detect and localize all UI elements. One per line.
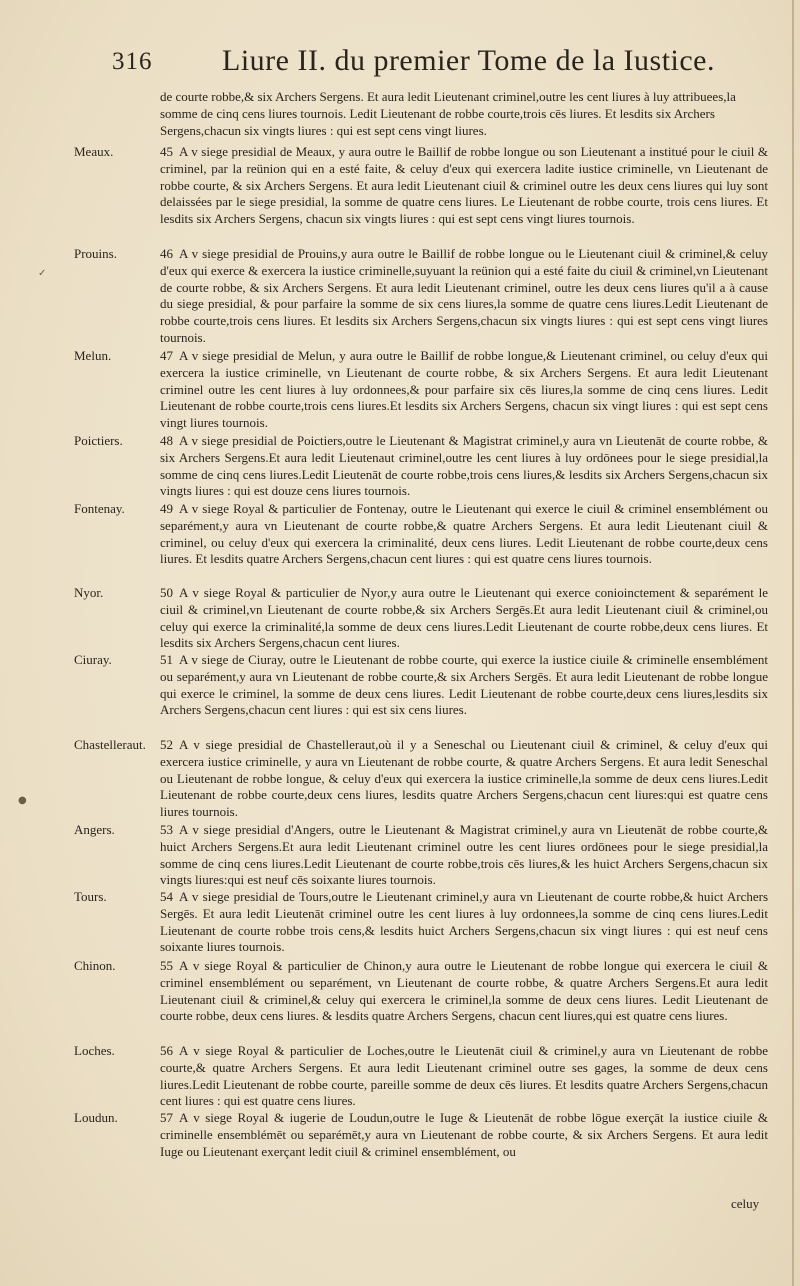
entry-text <box>160 822 768 889</box>
margin-note: Melun. <box>74 348 112 363</box>
entry-body: A v siege presidial de Tours,outre le Lieutenant criminel,y aura vn Lieutenant de courte robbe,& huict Archers Sergēs. Et aura ledit Lieutenāt criminel outre les cent liures à luy ordonnees,la somme de cinq cens liures.Ledit Lieutenant de courte robbe trois cens,& lesdits huict Archers Sergens,chacun six vingt liures : qui est neuf cens soixante liures tournois. <box>160 889 768 955</box>
page-number: 316 <box>112 48 153 75</box>
entry-body: A v siege de Ciuray, outre le Lieutenant de robbe courte, qui exerce la iustice ciuile & criminelle ensemblément ou separément,y aura vn Lieutenant de robbe courte,& six Archers Sergēs. Et aura ledit Lieutenant de robbe longue qui exerce le criminel, la somme de deux cens liures. Ledit Lieutenant de robbe courte,deux cens liures,lesdits six Archers Sergens,chacun cent liures : qui est six cens liures. <box>160 652 768 718</box>
entry-body: A v siege Royal & particulier de Loches,outre le Lieutenāt ciuil & criminel,y aura vn Lieutenant de robbe courte,& quatre Archers Sergens. Et aura ledit Lieutenant criminel outre ses gages, la somme de deux cens liures.Ledit Lieutenant de robbe courte, pareille somme de deux cēs liures. Et lesdits quatre Archers Sergens,chacun cent liures : qui est quatre cens liures. <box>160 1043 768 1109</box>
entry-number: 45 <box>160 144 173 159</box>
entry-text <box>160 737 768 821</box>
entry-number: 53 <box>160 822 173 837</box>
entry-number: 52 <box>160 737 173 752</box>
ink-mark: ✓ <box>38 268 47 279</box>
entry-text <box>160 501 768 568</box>
margin-note: Fontenay. <box>74 501 125 516</box>
entry-text <box>160 1043 768 1110</box>
margin-note: Nyor. <box>74 585 104 600</box>
entry-body: A v siege presidial de Chastelleraut,où il y a Seneschal ou Lieutenant ciuil & criminel, & celuy d'eux qui exercera iustice criminelle, y aura vn Lieutenant de robbe courte, & quatre Archers Sergens. Et aura ledit Seneschal ou Lieutenant de robbe longue, & celuy d'eux qui exercera la iustice criminelle,la somme de deux cens liures.Ledit Lieutenant de robbe courte,deux cens liures, lesdits quatre Archers Sergens,chacun cent liures:qui est quatre cens liures tournois. <box>160 737 768 820</box>
margin-note: Loches. <box>74 1043 115 1058</box>
entry-body: A v siege presidial de Melun, y aura outre le Baillif de robbe longue,& Lieutenant criminel, ou celuy d'eux qui exercera la iustice criminelle, vn Lieutenant de courte robbe, & six Archers Sergens. Et aura ledit Lieutenant criminel outre les cent liures à luy ordonnees,& pour parfaire six cēs liures,la somme de cinq cens liures. Ledit Lieutenant de robbe courte,trois cens liures.Et lesdits six Archers Sergens, chacun six vingt liures : qui est sept cens vingt liures tournois. <box>160 348 768 431</box>
entry-number: 55 <box>160 958 173 973</box>
margin-note: Ciuray. <box>74 652 112 667</box>
entry-body: A v siege presidial d'Angers, outre le Lieutenant & Magistrat criminel,y aura vn Lieutenāt de robbe courte,& huict Archers Sergens.Et aura ledit Lieutenant criminel outre les cent liures ordōnees pour le siege presidial,la somme de cinq cens liures.Ledit Lieutenant de courte robbe,trois cēs liures,& les huict Archers Sergens,chacun six vingts liures:qui est neuf cēs soixante liures tournois. <box>160 822 768 888</box>
entry-body: A v siege presidial de Meaux, y aura outre le Baillif de robbe longue ou son Lieutenant a institué pour le ciuil & criminel, par la reünion qui en a esté faite, & celuy d'eux qui exercera ladite iustice criminelle, vn Lieutenant de robbe courte, & six Archers Sergens. Et aura ledit Lieutenant ciuil & criminel outre les deux cens liures qui luy sont delaissées par le siege presidial, la somme de quatre cens liures. Le Lieutenant de robbe courte, trois cens liures. Et lesdits six Archers Sergens, chacun six vingts liures : qui est sept cens vingt liures tournois. <box>160 144 768 227</box>
entry-number: 56 <box>160 1043 173 1058</box>
margin-note: Chinon. <box>74 958 116 973</box>
entry-number: 49 <box>160 501 173 516</box>
entry-body: A v siege Royal & particulier de Fontenay, outre le Lieutenant qui exerce le ciuil & criminel ensemblément ou separément,y aura vn Lieutenant de courte robbe,& quatre Archers Sergens. Et aura ledit Lieutenant ciuil & criminel, ou celuy d'eux qui exercera la criminalité, deux cens liures. Ledit Lieutenant de robbe courte,deux cens liures. Et lesdits quatre Archers Sergens,chacun cent liures : qui est quatre cens liures tournois. <box>160 501 768 567</box>
margin-note: Chastelleraut. <box>74 737 146 752</box>
entry-number: 57 <box>160 1110 173 1125</box>
page-header <box>112 44 715 84</box>
entry-body: A v siege presidial de Poictiers,outre le Lieutenant & Magistrat criminel,y aura vn Lieutenāt de courte robbe, & six Archers Sergens.Et aura ledit Lieutenaut criminel,outre les cent liures à luy ordōnees pour le siege presidial,la somme de cinq cens liures.Ledit Lieutenāt de courte robbe,trois cens liures,& lesdits six Archers Sergens,chacun six vingts liures : qui est douze cens liures tournois. <box>160 433 768 499</box>
entry-text <box>160 246 768 347</box>
entry-body: A v siege Royal & iugerie de Loudun,outre le Iuge & Lieutenāt de robbe lōgue exerçāt la iustice ciuile & criminelle ensemblémēt ou separémēt,y aura vn Lieutenant de robbe courte, & six Archers Sergens. Et aura ledit Iuge ou Lieutenant exerçant ledit ciuil & criminel ensemblément, ou <box>160 1110 768 1159</box>
entry-number: 47 <box>160 348 173 363</box>
entry-text <box>160 652 768 719</box>
catchword: celuy <box>731 1196 760 1211</box>
margin-note: Tours. <box>74 889 107 904</box>
entry-body: A v siege Royal & particulier de Nyor,y aura outre le Lieutenant qui exerce conioinctement & separément le ciuil & criminel,vn Lieutenant de courte robbe,& six Archers Sergēs.Et aura ledit Lieutenant ciuil & criminel,ou celuy qui exerce la criminalité,la somme de deux cens liures.Ledit Lieutenant de courte robbe,deux cens liures. Et lesdits six Archers Sergens,chacun cent liures. <box>160 585 768 651</box>
entry-text <box>160 1110 768 1160</box>
entry-number: 50 <box>160 585 173 600</box>
margin-note: Loudun. <box>74 1110 118 1125</box>
entry-number: 48 <box>160 433 173 448</box>
entry-text <box>160 585 768 652</box>
entry-text <box>160 144 768 228</box>
entry-number: 54 <box>160 889 173 904</box>
margin-note: Poictiers. <box>74 433 123 448</box>
margin-note: Meaux. <box>74 144 114 159</box>
page-edge <box>792 0 794 1286</box>
entry-text <box>160 433 768 500</box>
entry-body: A v siege presidial de Prouins,y aura outre le Baillif de robbe longue ou le Lieutenant ciuil & criminel,& celuy d'eux qui exerce & exercera la iustice criminelle,suyuant la reünion qui a esté faite du ciuil & criminel,vn Lieutenant de courte robbe, & six Archers Sergens. Et aura ledit Lieutenant criminel, outre les deux cens liures qu'il a à cause du siege presidial, & pour parfaire la somme de six cens liures,la somme de quatre cens liures.Ledit Lieutenant de robbe courte,trois cens liures. Et lesdits six Archers Sergens,chacun six vingts liures : qui est sept cens vingt liures tournois. <box>160 246 768 345</box>
entry-text <box>160 348 768 432</box>
entry-text <box>160 889 768 956</box>
entry-text <box>160 958 768 1025</box>
entry-number: 46 <box>160 246 173 261</box>
ink-dot: ● <box>18 795 27 806</box>
entry-number: 51 <box>160 652 173 667</box>
continued-paragraph: de courte robbe,& six Archers Sergens. Et aura ledit Lieutenant criminel,outre les cent liures à luy attribuees,la somme de cinq cens liures tournois. Ledit Lieutenant de robbe courte,trois cēs liures. Et lesdits six Archers Sergens,chacun six vingts liures : qui est sept cens vingt liures. <box>160 89 736 138</box>
running-title: Liure II. du premier Tome de la Iustice. <box>222 44 715 77</box>
margin-note: Prouins. <box>74 246 117 261</box>
margin-note: Angers. <box>74 822 115 837</box>
entry-body: A v siege Royal & particulier de Chinon,y aura outre le Lieutenant de robbe longue qui exercera le ciuil & criminel ensemblément ou separément, vn Lieutenant de courte robbe, & quatre Archers Sergens.Et aura ledit Lieutenant ciuil & criminel,& celuy qui exercera le criminel,la somme de deux cens liures. Ledit Lieutenant de courte robbe, deux cens liures. & lesdits quatre Archers Sergens, chacun cent liures,qui est quatre cens liures. <box>160 958 768 1024</box>
